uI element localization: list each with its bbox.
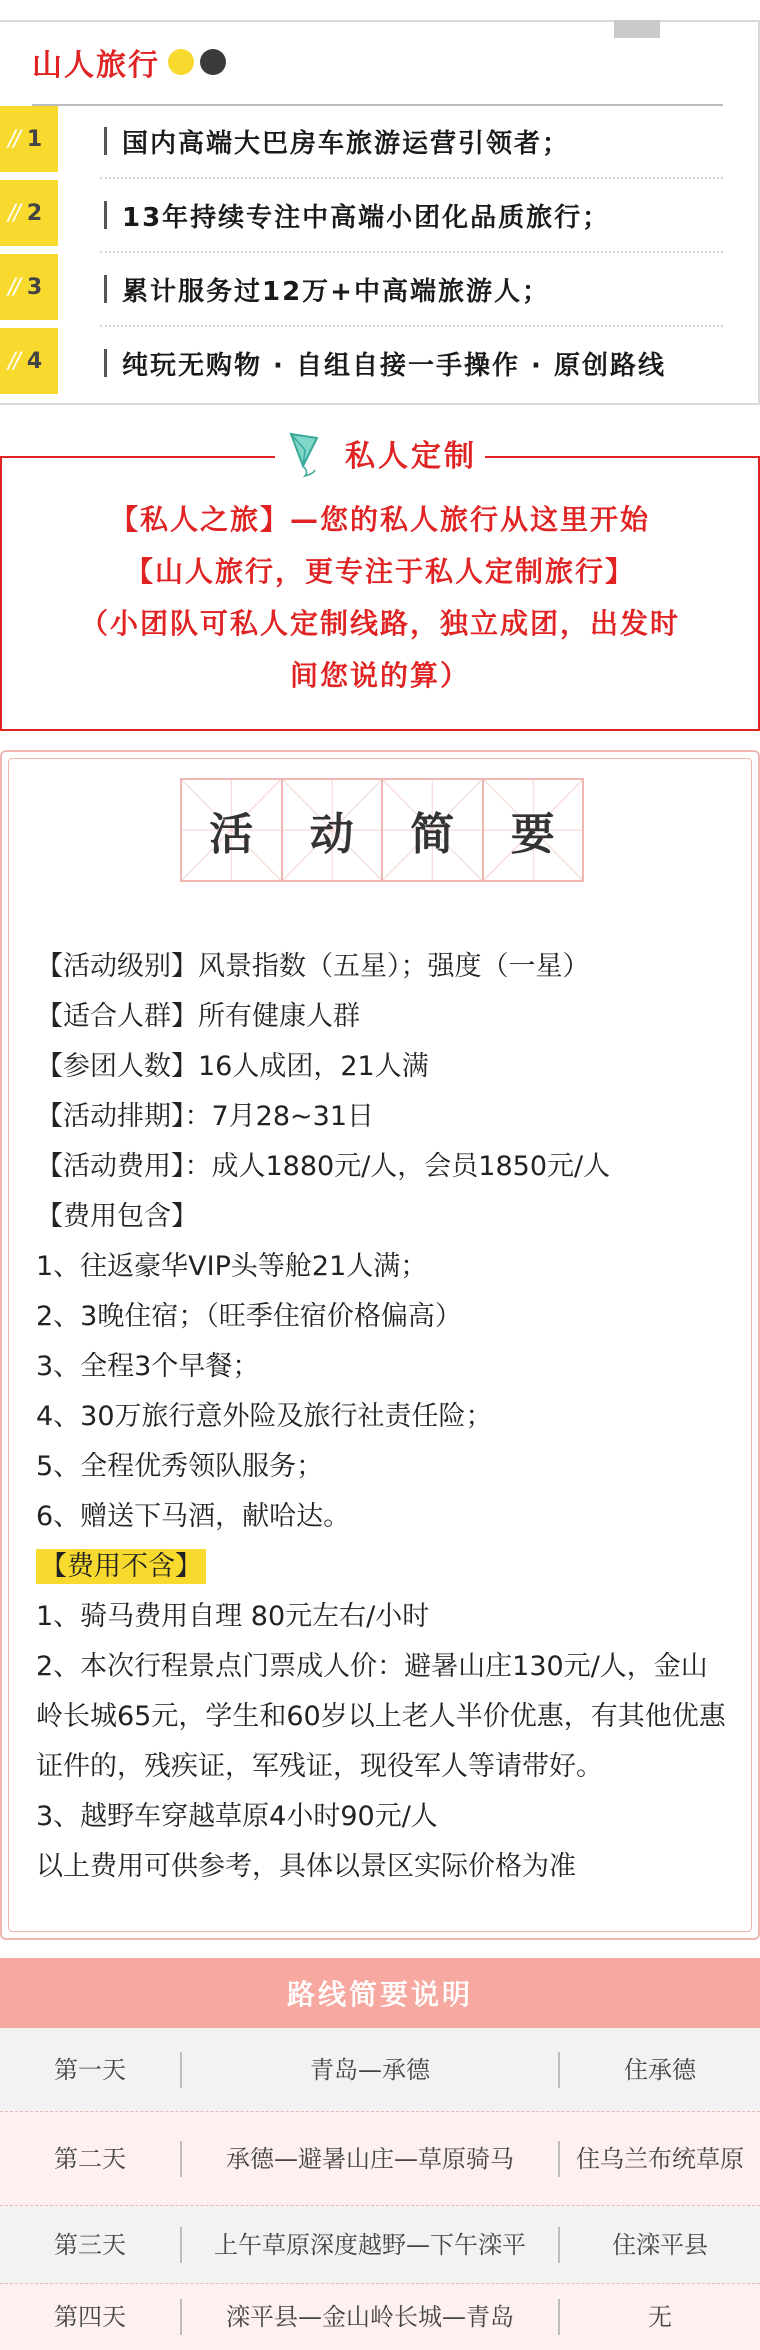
excluded-line: 1、骑马费用自理 80元左右/小时	[36, 1601, 430, 1632]
excluded-line: 3、越野车穿越草原4小时90元/人	[36, 1801, 438, 1832]
route-row	[0, 2206, 760, 2284]
custom-line: 【私人之旅】—您的私人旅行从这里开始	[109, 503, 650, 536]
intro-item	[0, 106, 760, 176]
custom-header	[275, 428, 485, 478]
intro-item	[0, 180, 760, 250]
route-row	[0, 2284, 760, 2350]
excluded-label: 【费用不含】	[36, 1549, 206, 1584]
intro-item-text: 国内高端大巴房车旅游运营引领者；	[122, 129, 571, 159]
private-custom-panel	[0, 439, 760, 731]
summary-line: 【费用包含】	[36, 1201, 198, 1232]
panel-tab-decoration	[614, 20, 660, 38]
summary-text-block	[36, 942, 734, 1892]
brand-title-row	[32, 40, 226, 84]
intro-item	[0, 254, 760, 324]
kite-icon	[283, 428, 333, 478]
dark-dot-icon	[200, 49, 226, 75]
route-stay: 住乌兰布统草原	[576, 2144, 744, 2173]
excluded-line: 2、本次行程景点门票成人价：避暑山庄130元/人，金山岭长城65元，学生和60岁以上老人半价优惠，有其他优惠证件的，残疾证，军残证，现役军人等请带好。	[36, 1651, 726, 1782]
summary-line: 3、全程3个早餐；	[36, 1351, 260, 1382]
item-bar-decoration	[104, 349, 107, 377]
route-row	[0, 2028, 760, 2112]
summary-line: 6、赠送下马酒，献哈达。	[36, 1501, 351, 1532]
dotted-divider	[100, 325, 723, 327]
summary-line: 【活动费用】：成人1880元/人，会员1850元/人	[36, 1151, 611, 1182]
item-number-badge: // 4	[0, 328, 58, 394]
dotted-divider	[100, 251, 723, 253]
brand-title: 山人旅行	[32, 48, 160, 83]
item-number-badge: // 1	[0, 106, 58, 172]
yellow-dot-icon	[168, 49, 194, 75]
route-path: 滦平县—金山岭长城—青岛	[180, 2299, 560, 2335]
summary-line: 4、30万旅行意外险及旅行社责任险；	[36, 1401, 493, 1432]
route-table-header: 路线简要说明	[0, 1958, 760, 2028]
route-stay: 住承德	[624, 2055, 696, 2084]
activity-summary-panel	[0, 750, 760, 1940]
summary-line: 【适合人群】所有健康人群	[36, 1001, 360, 1032]
summary-line: 【参团人数】16人成团，21人满	[36, 1051, 429, 1082]
intro-item-text: 13年持续专注中高端小团化品质旅行；	[122, 203, 611, 233]
title-grid-cell: 动	[283, 780, 384, 880]
route-path: 承德—避暑山庄—草原骑马	[180, 2141, 560, 2177]
route-stay: 无	[648, 2303, 672, 2331]
summary-line: 5、全程优秀领队服务；	[36, 1451, 324, 1482]
brand-intro-panel	[0, 20, 760, 405]
custom-line: 间您说的算）	[289, 659, 470, 692]
item-bar-decoration	[104, 127, 107, 155]
route-day: 第一天	[54, 2055, 126, 2084]
intro-item-text: 累计服务过12万+中高端旅游人；	[122, 277, 550, 307]
summary-line: 2、3晚住宿；（旺季住宿价格偏高）	[36, 1301, 462, 1332]
dotted-divider	[100, 177, 723, 179]
route-path: 上午草原深度越野—下午滦平	[180, 2227, 560, 2263]
custom-text-block	[0, 494, 760, 702]
title-grid-cell: 活	[182, 780, 283, 880]
summary-line: 1、往返豪华VIP头等舱21人满；	[36, 1251, 428, 1282]
item-bar-decoration	[104, 275, 107, 303]
item-number-badge: // 3	[0, 254, 58, 320]
custom-line: （小团队可私人定制线路，独立成团，出发时	[79, 607, 680, 640]
title-grid-cell: 简	[383, 780, 484, 880]
custom-title: 私人定制	[345, 439, 477, 474]
intro-item	[0, 328, 760, 398]
summary-title-grid	[180, 778, 584, 882]
title-grid-cell: 要	[484, 780, 583, 880]
excluded-note: 以上费用可供参考，具体以景区实际价格为准	[36, 1851, 576, 1882]
custom-line: 【山人旅行，更专注于私人定制旅行】	[124, 555, 635, 588]
route-day: 第三天	[54, 2230, 126, 2259]
route-stay: 住滦平县	[612, 2230, 708, 2259]
intro-item-text: 纯玩无购物 · 自组自接一手操作 · 原创路线	[122, 351, 666, 381]
route-day: 第四天	[54, 2303, 126, 2331]
route-row	[0, 2112, 760, 2206]
summary-line: 【活动排期】：7月28~31日	[36, 1101, 375, 1132]
item-bar-decoration	[104, 201, 107, 229]
excluded-label-row	[36, 1542, 734, 1592]
route-path: 青岛—承德	[180, 2052, 560, 2088]
summary-line: 【活动级别】风景指数（五星）；强度（一星）	[36, 951, 590, 982]
route-day: 第二天	[54, 2144, 126, 2173]
item-number-badge: // 2	[0, 180, 58, 246]
